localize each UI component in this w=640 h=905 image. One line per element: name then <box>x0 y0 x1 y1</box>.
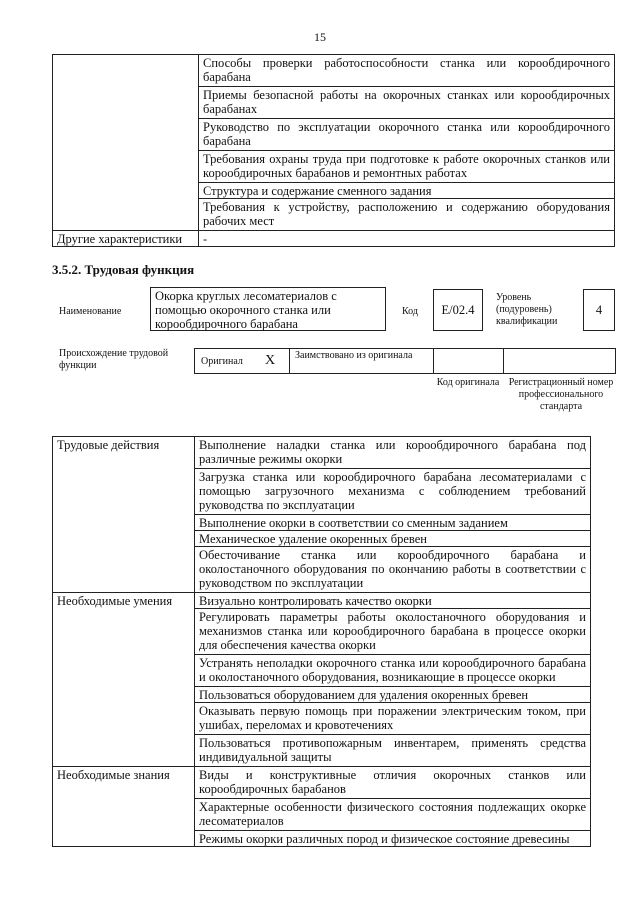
name-label: Наименование <box>59 306 122 317</box>
divider <box>503 348 504 374</box>
borrowed-label: Заимствовано из оригинала <box>295 350 413 361</box>
table-row <box>53 767 591 799</box>
list-item: Устранять неполадки окорочного станка или корообдирочного барабана и околостаночного оборудования, возникающие в процессе окорки <box>195 655 591 687</box>
code-original-caption: Код оригинала <box>436 377 500 388</box>
table-row <box>53 55 615 87</box>
list-item: Выполнение наладки станка или корообдирочного барабана под различные режимы окорки <box>195 437 591 469</box>
list-item: Структура и содержание сменного задания <box>199 183 615 199</box>
function-name-box: Окорка круглых лесоматериалов с помощью окорочного станка или корообдирочного барабана <box>150 287 386 331</box>
level-label: Уровень (подуровень) квалификации <box>496 292 558 327</box>
function-code-box: E/02.4 <box>433 289 483 331</box>
list-item: Требования к устройству, расположению и содержанию оборудования рабочих мест <box>199 199 615 231</box>
list-item: Оказывать первую помощь при поражении электрическим током, при ушибах, переломах и кровотечениях <box>195 703 591 735</box>
list-item: Пользоваться противопожарным инвентарем, применять средства индивидуальной защиты <box>195 735 591 767</box>
section-label: Трудовые действия <box>53 437 195 593</box>
other-characteristics-value: - <box>199 231 615 247</box>
function-details-table <box>52 436 591 847</box>
list-item: Механическое удаление окоренных бревен <box>195 531 591 547</box>
list-item: Способы проверки работоспособности станка или корообдирочного барабана <box>199 55 615 87</box>
list-item: Приемы безопасной работы на окорочных станках или корообдирочных барабанах <box>199 87 615 119</box>
original-label: Оригинал <box>201 356 243 367</box>
list-item: Визуально контролировать качество окорки <box>195 593 591 609</box>
section-title: 3.5.2. Трудовая функция <box>52 262 195 277</box>
knowledge-table-continued <box>52 54 615 247</box>
reg-number-caption: Регистрационный номер профессионального стандарта <box>508 377 614 412</box>
section-label: Необходимые умения <box>53 593 195 767</box>
list-item: Виды и конструктивные отличия окорочных станков или корообдирочных барабанов <box>195 767 591 799</box>
list-item: Загрузка станка или корообдирочного барабана лесоматериалами с помощью загрузочного механизма с соблюдением требований руководства по эксплуатации <box>195 469 591 515</box>
table-cell-empty <box>53 55 199 231</box>
level-value-box: 4 <box>583 289 615 331</box>
list-item: Требования охраны труда при подготовке к работе окорочных станков или корообдирочных барабанов и ремонтных работах <box>199 151 615 183</box>
other-characteristics-label: Другие характеристики <box>53 231 199 247</box>
list-item: Руководство по эксплуатации окорочного станка или корообдирочного барабана <box>199 119 615 151</box>
original-mark: X <box>265 353 276 368</box>
code-label: Код <box>402 306 418 317</box>
divider <box>433 348 434 374</box>
list-item: Характерные особенности физического состояния подлежащих окорке лесоматериалов <box>195 799 591 831</box>
table-row <box>53 437 591 469</box>
list-item: Режимы окорки различных пород и физическое состояние древесины <box>195 831 591 847</box>
table-row <box>53 593 591 609</box>
divider <box>289 348 290 374</box>
origin-label: Происхождение трудовой функции <box>59 348 169 371</box>
list-item: Обесточивание станка или корообдирочного барабана и околостаночного оборудования по окончанию работы в соответствии с руководством по эксплуатации <box>195 547 591 593</box>
section-label: Необходимые знания <box>53 767 195 847</box>
page-number: 15 <box>314 30 326 44</box>
list-item: Пользоваться оборудованием для удаления окоренных бревен <box>195 687 591 703</box>
origin-row <box>194 348 616 374</box>
table-row <box>53 231 615 247</box>
list-item: Регулировать параметры работы околостаночного оборудования и механизмов станка или корообдирочного барабана в процессе окорки для обеспечения качества окорки <box>195 609 591 655</box>
list-item: Выполнение окорки в соответствии со сменным заданием <box>195 515 591 531</box>
